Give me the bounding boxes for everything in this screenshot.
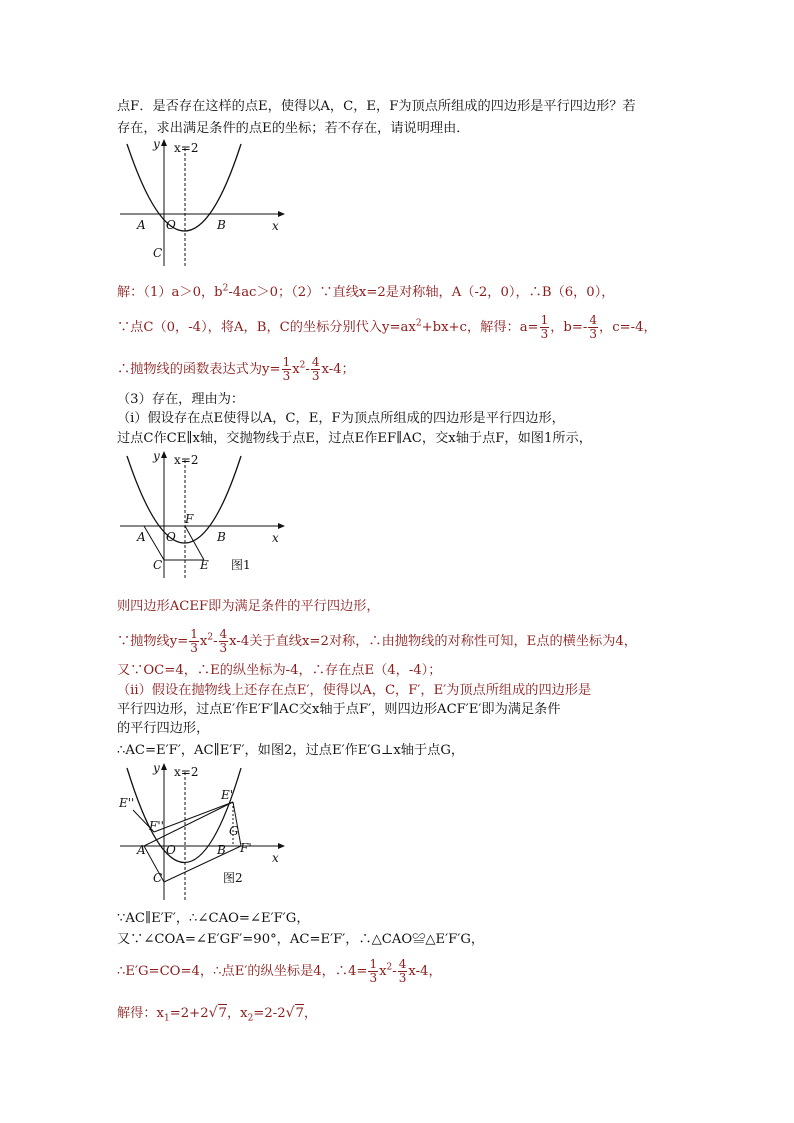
fig2-caption: 图2 <box>223 871 243 885</box>
solution-line-15: 又∵∠COA=∠E′GF′=90°，AC=E′F′，∴△CAO≌△E′F′G， <box>117 932 485 947</box>
solution-line-17: 解得：$x_1=2+2√7$，$x_2=2-2√7$， <box>117 1005 318 1024</box>
fig2-g-label: G <box>229 824 239 838</box>
solution-line-2: ∵点C（0，-4），将A，B，C的坐标分别代入$y=ax^2+bx+c$，解得：a= $\frac{1}{3}$ ，b=- $\frac{4}{3}$ ，c=-4， <box>117 313 657 341</box>
fig1-a-label: A <box>137 530 146 544</box>
figure-parabola <box>115 138 290 268</box>
symmetry-axis-label: x=2 <box>174 141 199 155</box>
point-c-label: C <box>153 246 163 260</box>
fraction-one-third: $\frac{1}{3}$ <box>540 313 549 341</box>
fig1-o-label: O <box>166 530 176 544</box>
figure-1 <box>115 450 290 580</box>
fig2-symmetry-label: x=2 <box>174 765 199 779</box>
solution-line-8: ∵抛物线y= $\frac{1}{3}$ $x^2-$ $\frac{4}{3}$ x-4关于直线x=2对称，∴由抛物线的对称性可知，E点的横坐标为4， <box>117 627 637 655</box>
solution-line-10: （ii）假设在抛物线上还存在点E′，使得以A，C，F′，E′为顶点所组成的四边形是 <box>117 683 592 698</box>
solution-line-4: （3）存在，理由为： <box>117 392 245 407</box>
fig2-e2-label: E'' <box>119 796 135 810</box>
solution-line-16: ∴E′G=CO=4，∴点E′的纵坐标是4，∴4= $\frac{1}{3}$ $x^2-$ $\frac{4}{3}$ x-4， <box>117 957 442 985</box>
fig2-a-label: A <box>137 843 146 857</box>
y-axis-label: y <box>153 137 160 151</box>
fig2-b-label: B <box>217 843 226 857</box>
problem-line-2: 存在，求出满足条件的点E的坐标；若不存在，请说明理由． <box>117 121 470 136</box>
point-a-label: A <box>137 218 146 232</box>
fig1-b-label: B <box>217 530 226 544</box>
fig2-f2-label: F'' <box>149 819 164 833</box>
solution-line-5: （i）假设存在点E使得以A，C，E，F为顶点所组成的四边形是平行四边形， <box>117 411 565 426</box>
solution-line-1: 解：（1）a＞0，$b^2-4ac>0$；（2）∵直线x=2是对称轴，A（-2，0），∴B（6，0）， <box>117 283 615 300</box>
fig2-f1-label: F' <box>240 841 252 855</box>
solution-line-12: 的平行四边形， <box>117 721 210 736</box>
fig1-y-label: y <box>153 449 160 463</box>
solution-line-14: ∵AC∥E′F′，∴∠CAO=∠E′F′G， <box>117 911 310 926</box>
fig2-c-label: C <box>153 871 163 885</box>
solution-line-13: ∴AC=E′F′，AC∥E′F′，如图2，过点E′作E′G⊥x轴于点G， <box>117 743 465 758</box>
fig2-y-label: y <box>153 761 160 775</box>
fig1-caption: 图1 <box>231 558 251 572</box>
fig2-x-label: x <box>272 851 279 865</box>
x-axis-label: x <box>272 219 279 233</box>
figure-2 <box>115 762 295 902</box>
fig1-e-label: E <box>200 558 209 572</box>
origin-label: O <box>166 218 176 232</box>
fraction-four-thirds: $\frac{4}{3}$ <box>589 313 598 341</box>
fig1-symmetry-label: x=2 <box>174 453 199 467</box>
solution-line-6: 过点C作CE∥x轴，交抛物线于点E，过点E作EF∥AC，交x轴于点F，如图1所示， <box>117 431 592 446</box>
solution-line-7: 则四边形ACEF即为满足条件的平行四边形， <box>117 599 380 614</box>
fig2-e1-label: E' <box>221 788 234 802</box>
solution-line-11: 平行四边形，过点E′作E′F′∥AC交x轴于点F′，则四边形ACF′E′即为满足条件 <box>117 702 561 717</box>
fig1-x-label: x <box>272 531 279 545</box>
point-b-label: B <box>217 218 226 232</box>
fig1-c-label: C <box>153 558 163 572</box>
solution-line-3: ∴抛物线的函数表达式为y= $\frac{1}{3}$ $x^2-$ $\frac{4}{3}$ x-4； <box>117 355 355 383</box>
solution-line-9: 又∵OC=4，∴E的纵坐标为-4，∴存在点E（4，-4）； <box>117 663 442 678</box>
problem-line-1: 点F．是否存在这样的点E，使得以A，C，E，F为顶点所组成的四边形是平行四边形？若 <box>117 99 636 114</box>
fig1-f-label: F <box>185 512 194 526</box>
fig2-o-label: O <box>166 843 176 857</box>
